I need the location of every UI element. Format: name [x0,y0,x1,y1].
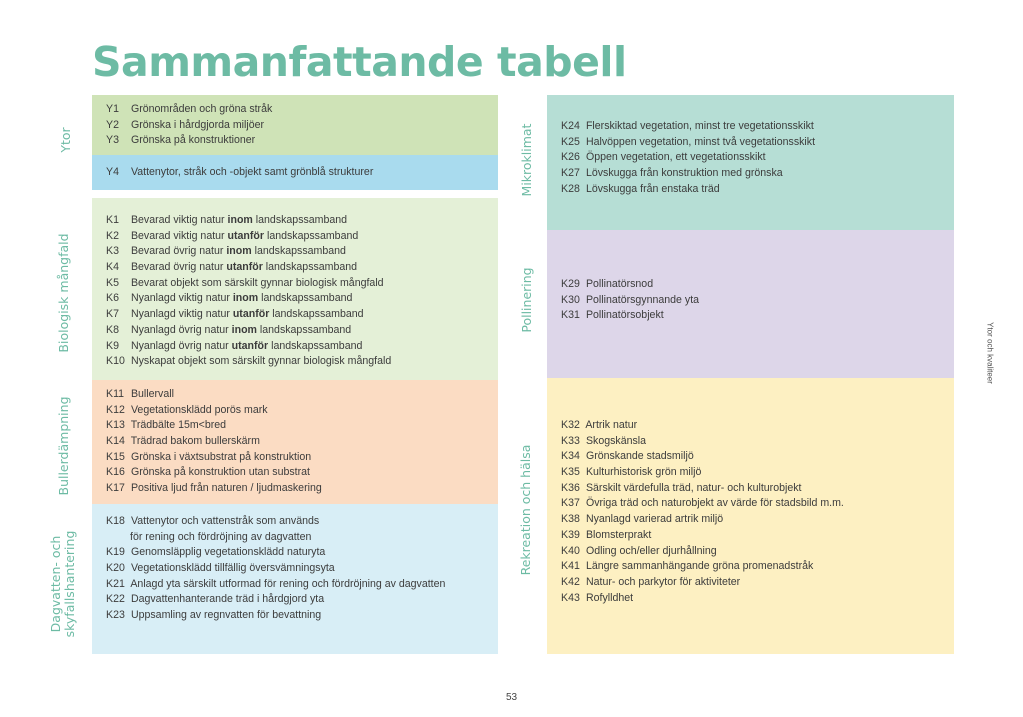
list-item [106,561,490,577]
list-item [561,135,946,151]
item-code: K25 [561,135,580,148]
mikro-label: Mikroklimat [519,123,534,197]
list-item [106,260,490,276]
list-item [106,354,490,370]
page-number: 53 [505,692,518,703]
item-text: Blomsterprakt [585,528,652,541]
item-code: K14 [106,435,125,448]
item-text-emphasis: inom [227,214,253,226]
item-text: Artrik natur [585,419,638,431]
list-item [106,545,490,561]
item-text: Bevarad viktig natur [130,214,228,226]
item-text-suffix: landskapssamband [256,323,352,336]
list-item [106,481,490,497]
dagvatten-list [106,514,490,624]
ytor-block-green [92,95,498,155]
item-text: Bevarat objekt som särskilt gynnar biologisk mångfald [130,276,384,289]
item-text-suffix: landskapssamband [262,261,358,274]
item-code: K26 [561,151,580,164]
list-item [106,387,490,403]
item-text: Grönska på konstruktion utan substrat [130,466,310,479]
item-code: K37 [561,497,580,510]
item-text-suffix: landskapssamband [264,229,359,242]
item-code: K10 [106,355,125,368]
item-code: Y1 [106,103,119,115]
list-item [561,119,946,135]
item-code: K28 [561,182,580,195]
rekreation-list [561,418,946,606]
list-item [106,339,490,355]
item-code: K4 [106,261,119,274]
item-text: Nyanlagd övrig natur [130,339,232,352]
list-item [561,449,946,465]
list-item [106,291,490,307]
list-item [561,166,946,182]
item-text: Nyanlagd viktig natur [130,308,233,321]
item-text: Vegetationsklädd tillfällig översvämningsyta [130,562,335,575]
dagvatten-label [49,531,77,638]
item-code: K33 [561,434,580,447]
buller-block [92,380,498,504]
item-text-suffix: landskapssamband [258,292,353,305]
item-text: Halvöppen vegetation, minst två vegetationsskikt [585,135,816,148]
item-text: Pollinatörsgynnande yta [585,293,700,306]
item-text: Odling och/eller djurhållning [585,544,717,557]
item-text: Positiva ljud från naturen / ljudmaskering [130,482,322,495]
item-text: Grönska på konstruktioner [130,134,256,147]
item-code: K23 [106,609,125,622]
list-item [561,277,946,293]
buller-list [106,387,490,497]
item-code: K8 [106,323,119,336]
item-text: Natur- och parkytor för aktiviteter [585,575,741,588]
dagvatten-block [92,504,498,654]
item-code: K12 [106,403,125,416]
item-code: K5 [106,276,119,289]
item-text: Lövskugga från konstruktion med grönska [585,167,783,180]
item-text: Öppen vegetation, ett vegetationsskikt [585,151,766,164]
item-code: K22 [106,593,125,606]
list-item [561,150,946,166]
item-code: K16 [106,466,125,479]
item-text: Särskilt värdefulla träd, natur- och kulturobjekt [585,481,802,494]
buller-label: Bullerdämpning [56,396,71,496]
list-item [106,530,490,546]
item-text: Bevarad övrig natur [130,261,227,274]
list-item [561,434,946,450]
rekreation-block [547,378,954,654]
item-text-emphasis: inom [231,323,257,336]
item-text: Övriga träd och naturobjekt av värde för stadsbild m.m. [585,497,844,510]
list-item [106,418,490,434]
item-code: K6 [106,292,119,305]
poll-label: Pollinering [519,267,534,333]
item-text: Grönskande stadsmiljö [585,450,694,463]
list-item [106,102,490,118]
bio-block [92,198,498,380]
ytor-list-2 [106,165,490,181]
list-item [106,434,490,450]
mikro-list [561,119,946,197]
item-text: Bevarad viktig natur [130,229,228,242]
item-code: K1 [106,214,119,226]
item-text-suffix: landskapssamband [269,308,364,321]
item-text-emphasis: utanför [227,229,265,242]
item-code: K17 [106,482,125,495]
ytor-list-1 [106,102,490,149]
item-text: Rofylldhet [585,591,634,604]
item-text-emphasis: utanför [231,339,269,352]
item-code: K20 [106,562,125,575]
item-code: K38 [561,513,580,526]
item-code: K19 [106,546,125,559]
item-text: Grönområden och gröna stråk [130,103,273,115]
item-code: K7 [106,308,119,321]
list-item [561,575,946,591]
item-code: K21 [106,577,125,590]
item-text: Vattenytor och vattenstråk som används [130,515,320,527]
list-item [106,450,490,466]
item-text-suffix: landskapssamband [251,245,346,258]
item-code: K39 [561,528,580,541]
item-text: Vegetationsklädd porös mark [130,403,268,416]
item-text: Genomsläpplig vegetationsklädd naturyta [130,546,326,559]
item-code: K18 [106,515,125,527]
item-text: Bevarad övrig natur [130,245,227,258]
item-text: Nyanlagd varierad artrik miljö [585,513,724,526]
list-item [106,307,490,323]
list-item [106,118,490,134]
item-text: Grönska i växtsubstrat på konstruktion [130,450,312,463]
poll-list [561,277,946,324]
item-text: för rening och fördröjning av dagvatten [130,530,312,543]
list-item [106,165,490,181]
item-code: K34 [561,450,580,463]
list-item [561,418,946,434]
list-item [106,465,490,481]
poll-block [547,230,954,378]
item-text: Pollinatörsobjekt [585,309,664,322]
item-code: K29 [561,278,580,290]
item-code: Y4 [106,166,119,178]
item-code: K9 [106,339,119,352]
item-text: Lövskugga från enstaka träd [585,182,720,195]
list-item [561,496,946,512]
item-code: K3 [106,245,119,258]
item-text: Nyanlagd övrig natur [130,323,232,336]
item-text: Nyskapat objekt som särskilt gynnar biologisk mångfald [130,355,392,368]
list-item [106,577,490,593]
item-text-emphasis: utanför [226,261,263,274]
item-code: K40 [561,544,580,557]
item-text: Kulturhistorisk grön miljö [585,466,702,479]
item-text-emphasis: inom [232,292,259,305]
item-code: Y3 [106,134,119,147]
list-item [561,544,946,560]
list-item [106,276,490,292]
item-code: K41 [561,560,580,573]
list-item [106,403,490,419]
list-item [561,293,946,309]
ytor-label: Ytor [58,127,73,153]
item-text: Uppsamling av regnvatten för bevattning [130,609,322,622]
list-item [561,465,946,481]
page-title: Sammanfattande tabell [92,38,627,86]
list-item [561,512,946,528]
bio-label: Biologisk mångfald [56,233,71,353]
item-code: K36 [561,481,580,494]
item-code: K15 [106,450,125,463]
item-code: Y2 [106,118,119,131]
item-code: K42 [561,575,580,588]
item-code: K31 [561,309,580,322]
item-code: K30 [561,293,580,306]
item-text-suffix: landskapssamband [252,214,348,226]
item-text: Trädrad bakom bullerskärm [130,435,260,448]
item-text: Nyanlagd viktig natur [130,292,233,305]
list-item [106,592,490,608]
list-item [106,514,490,530]
mikro-block [547,95,954,230]
list-item [106,244,490,260]
item-text-emphasis: inom [226,245,252,258]
bio-list [106,213,490,370]
item-code: K32 [561,419,580,431]
item-text: Grönska i hårdgjorda miljöer [130,118,265,131]
item-code: K2 [106,229,119,242]
list-item [106,133,490,149]
list-item [561,559,946,575]
list-item [106,229,490,245]
list-item [106,323,490,339]
list-item [561,308,946,324]
list-item [106,213,490,229]
item-code: K13 [106,419,125,432]
list-item [561,481,946,497]
item-text: Anlagd yta särskilt utformad för rening och fördröjning av dagvatten [130,577,446,590]
ytor-block-blue [92,155,498,190]
item-code: K27 [561,167,580,180]
list-item [106,608,490,624]
item-text: Pollinatörsnod [585,278,654,290]
item-text-suffix: landskapssamband [268,339,363,352]
item-code: K11 [106,388,125,400]
item-code: K43 [561,591,580,604]
item-text-emphasis: utanför [232,308,270,321]
list-item [561,528,946,544]
item-text: Dagvattenhanterande träd i hårdgjord yta [130,593,325,606]
list-item [561,591,946,607]
item-text: Längre sammanhängande gröna promenadstråk [585,560,814,573]
item-code: K24 [561,120,580,132]
item-text: Trädbälte 15m<bred [130,419,227,432]
item-text: Skogskänsla [585,434,647,447]
dagvatten-label-line1: Dagvatten- och [48,535,63,633]
dagvatten-label-line2: skyfallshantering [62,530,77,638]
item-text: Flerskiktad vegetation, minst tre vegetationsskikt [585,120,814,132]
item-text: Vattenytor, stråk och -objekt samt grönblå strukturer [130,166,374,178]
item-text: Bullervall [130,388,174,400]
item-code: K35 [561,466,580,479]
list-item [561,182,946,198]
rekreation-label: Rekreation och hälsa [518,444,533,576]
side-note: Ytor och kvaliteer [985,322,995,384]
